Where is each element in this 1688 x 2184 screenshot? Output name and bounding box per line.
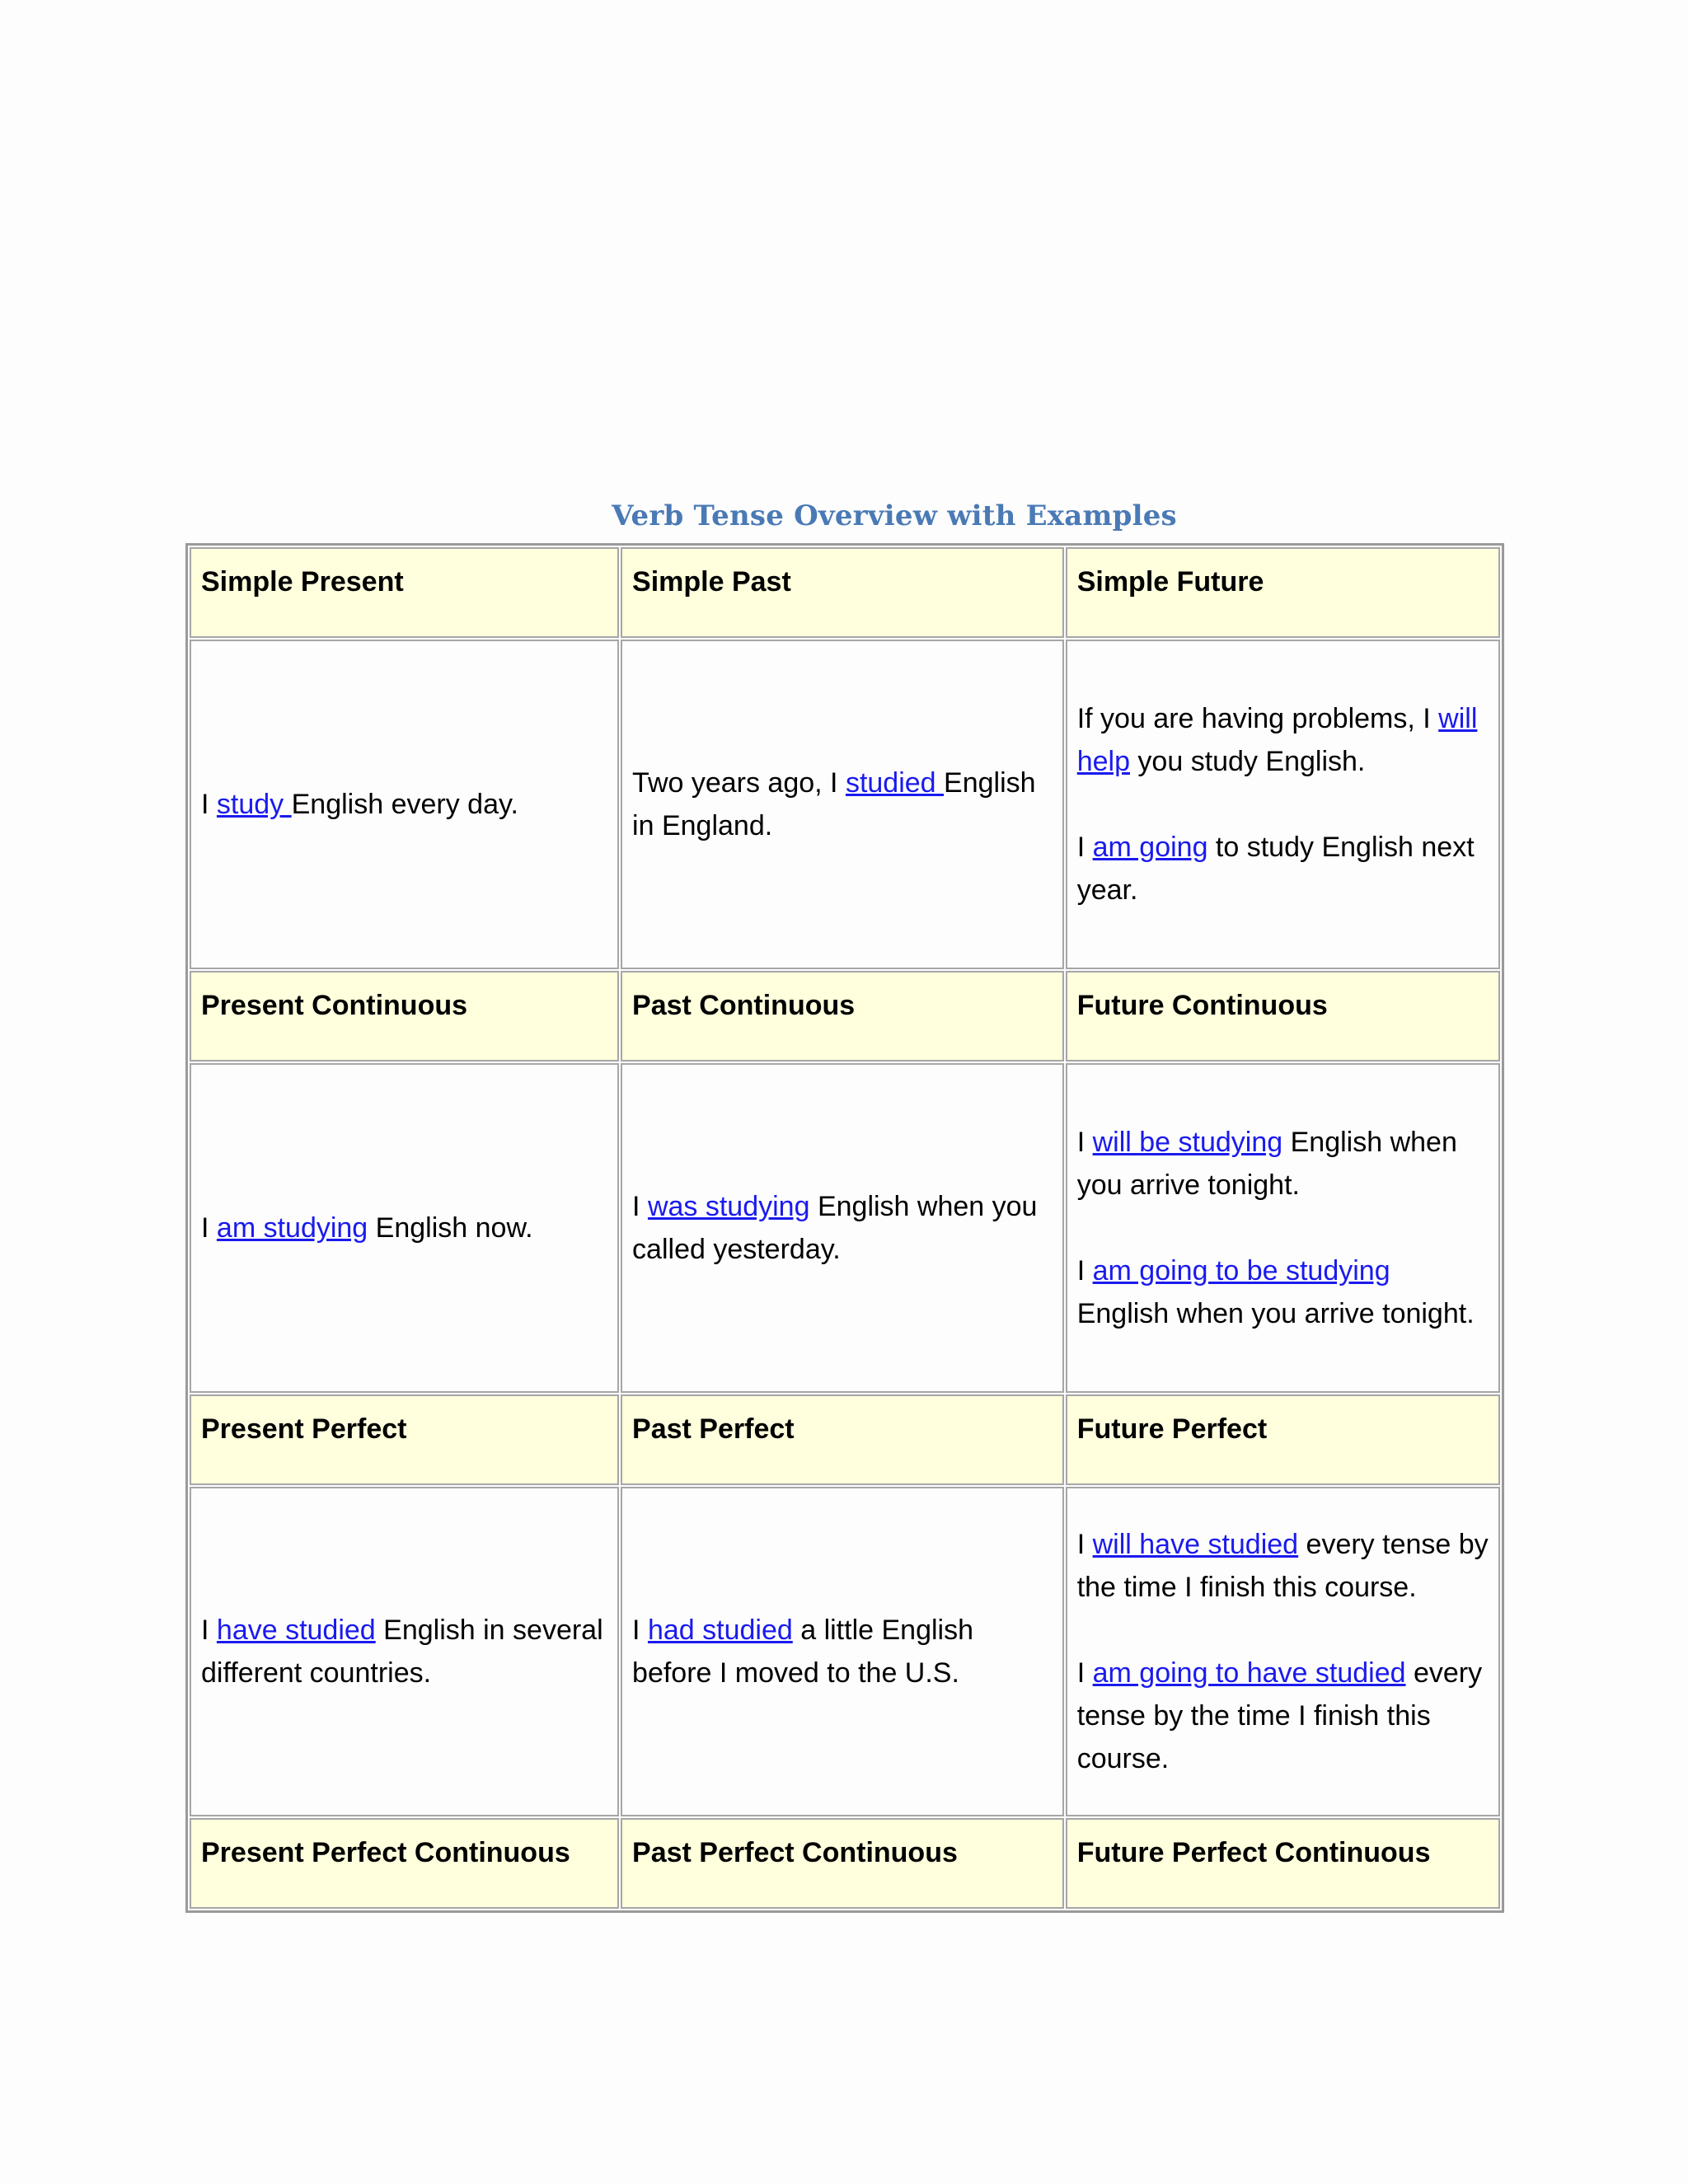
verb-link[interactable]: will help (1076, 703, 1478, 777)
verb-link[interactable]: had studied (647, 1615, 793, 1646)
example-sentence (632, 1185, 1053, 1271)
tense-header: Past Perfect Continuous (621, 1818, 1064, 1909)
example-sentence (201, 783, 607, 826)
tense-header: Simple Past (621, 547, 1064, 638)
example-sentence (1077, 1121, 1489, 1207)
sentence-text: English in several different countries. (201, 1615, 603, 1689)
example-cell (190, 1063, 619, 1393)
header-row (190, 971, 1500, 1062)
example-cell (190, 1487, 619, 1816)
tense-header: Simple Future (1066, 547, 1500, 638)
sentence-text: every tense by the time I finish this course. (1076, 1529, 1489, 1603)
sentence-text: I (201, 789, 217, 820)
example-row (190, 1487, 1500, 1816)
sentence-text: If you are having problems, I (1076, 703, 1439, 734)
example-row (190, 640, 1500, 969)
tense-header: Present Continuous (190, 971, 619, 1062)
sentence-text: English in England. (632, 767, 1036, 841)
sentence-text: Two years ago, I (632, 767, 846, 799)
document-title: Verb Tense Overview with Examples (612, 499, 1177, 532)
sentence-text: I (1076, 1529, 1093, 1560)
sentence-text: you study English. (1129, 746, 1366, 777)
sentence-text: I (1076, 832, 1093, 863)
header-row (190, 547, 1500, 638)
verb-link[interactable]: am studying (216, 1212, 368, 1244)
example-sentence (1077, 1523, 1489, 1609)
sentence-text: I (1076, 1255, 1093, 1286)
example-cell (1066, 640, 1500, 969)
sentence-text: English when you arrive tonight. (1076, 1298, 1475, 1329)
sentence-text: I (632, 1191, 648, 1222)
verb-link[interactable]: am going to have studied (1092, 1657, 1406, 1689)
example-cell (621, 640, 1064, 969)
sentence-text: I (632, 1615, 648, 1646)
tense-header: Present Perfect (190, 1394, 619, 1485)
verb-link[interactable]: am going to be studying (1092, 1255, 1390, 1286)
tense-header: Past Continuous (621, 971, 1064, 1062)
example-cell (190, 640, 619, 969)
tense-header: Future Perfect Continuous (1066, 1818, 1500, 1909)
sentence-text: I (201, 1615, 217, 1646)
tense-header: Future Perfect (1066, 1394, 1500, 1485)
example-sentence (632, 1609, 1053, 1694)
verb-tense-table (185, 543, 1504, 1913)
sentence-text: English now. (368, 1212, 533, 1244)
example-sentence (1077, 1652, 1489, 1780)
verb-link[interactable]: study (216, 789, 292, 820)
verb-link[interactable]: am going (1092, 832, 1208, 863)
example-cell (1066, 1063, 1500, 1393)
sentence-text: English when you arrive tonight. (1076, 1127, 1457, 1201)
example-sentence (632, 762, 1053, 847)
sentence-text: I (201, 1212, 217, 1244)
example-sentence (201, 1609, 607, 1694)
sentence-text: English every day. (291, 789, 518, 820)
example-sentence (1077, 1249, 1489, 1335)
verb-link[interactable]: studied (845, 767, 945, 799)
sentence-text: English when you called yesterday. (632, 1191, 1038, 1265)
example-sentence (1077, 697, 1489, 783)
example-row (190, 1063, 1500, 1393)
example-cell (1066, 1487, 1500, 1816)
sentence-text: to study English next year. (1076, 832, 1475, 906)
example-sentence (201, 1207, 607, 1249)
sentence-text: I (1076, 1657, 1093, 1689)
verb-link[interactable]: have studied (216, 1615, 376, 1646)
example-cell (621, 1487, 1064, 1816)
header-row (190, 1818, 1500, 1909)
sentence-text: a little English before I moved to the U.S. (632, 1615, 973, 1689)
tense-header: Past Perfect (621, 1394, 1064, 1485)
verb-link[interactable]: will have studied (1092, 1529, 1299, 1560)
header-row (190, 1394, 1500, 1485)
example-cell (621, 1063, 1064, 1393)
sentence-text: every tense by the time I finish this course. (1076, 1657, 1483, 1774)
tense-header: Simple Present (190, 547, 619, 638)
verb-link[interactable]: was studying (647, 1191, 810, 1222)
verb-link[interactable]: will be studying (1092, 1127, 1283, 1158)
tense-header: Present Perfect Continuous (190, 1818, 619, 1909)
tense-header: Future Continuous (1066, 971, 1500, 1062)
example-sentence (1077, 826, 1489, 912)
sentence-text: I (1076, 1127, 1093, 1158)
